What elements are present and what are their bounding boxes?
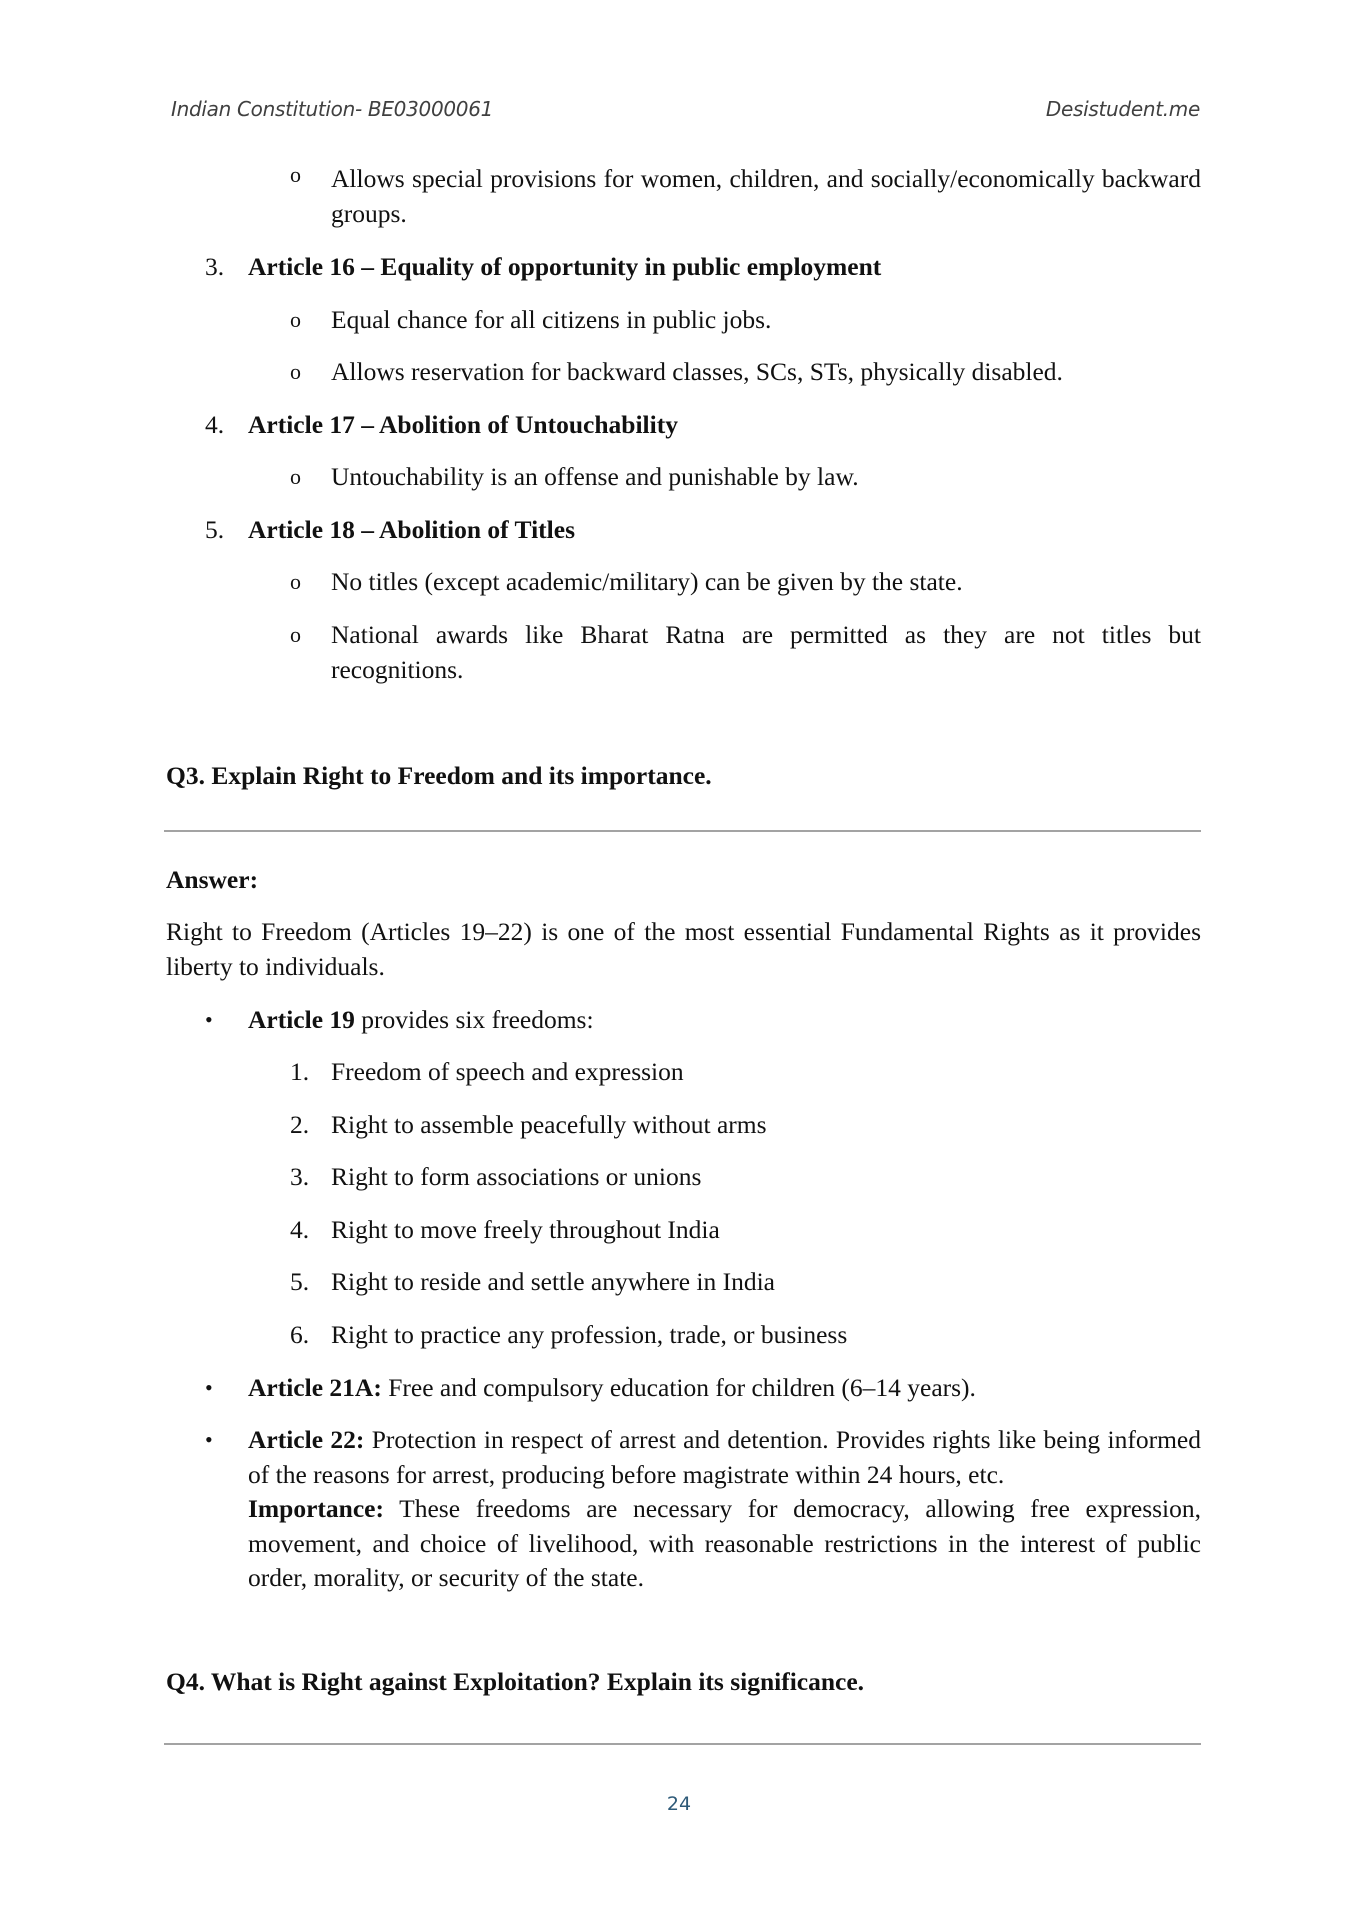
header-site-name: Desistudent.me — [1045, 97, 1200, 121]
answer-label: Answer: — [166, 865, 259, 894]
page-number: 24 — [666, 1793, 692, 1815]
freedom-item: Right to move freely throughout India — [331, 1215, 720, 1244]
list-item: Allows reservation for backward classes, SCs, STs, physically disabled. — [331, 357, 1063, 386]
freedom-item: Right to assemble peacefully without arms — [331, 1110, 767, 1139]
list-number: 5. — [290, 1267, 310, 1296]
list-item: Article 22: Protection in respect of arrest and detention. Provides rights like being informed of the reasons for arrest, producing before magistrate within 24 hours, etc. Importance: These freedoms are necessary for democracy, allowing free expression, movement, and choice of livelihood, with reasonable restrictions in the interest of public order, morality, or security of the state. — [248, 1425, 1201, 1592]
header-course-title: Indian Constitution- BE03000061 — [171, 97, 494, 121]
list-item: Article 19 provides six freedoms: — [248, 1005, 594, 1034]
list-number: 4. — [205, 410, 225, 439]
list-item: Equal chance for all citizens in public jobs. — [331, 305, 772, 334]
article-label: Article 19 — [248, 1005, 355, 1034]
section-divider — [164, 830, 1201, 832]
circle-bullet-icon: o — [290, 569, 301, 594]
article-heading: Article 17 – Abolition of Untouchability — [248, 410, 678, 439]
circle-bullet-icon: o — [290, 359, 301, 384]
question-heading: Q3. Explain Right to Freedom and its importance. — [166, 761, 712, 790]
article-label: Article 21A: — [248, 1373, 382, 1402]
article-label: Article 22: — [248, 1425, 365, 1454]
list-number: 6. — [290, 1320, 310, 1349]
section-divider — [164, 1743, 1201, 1745]
importance-label: Importance: — [248, 1494, 384, 1523]
question-heading: Q4. What is Right against Exploitation? Explain its significance. — [166, 1667, 865, 1696]
list-number: 3. — [290, 1162, 310, 1191]
circle-bullet-icon: o — [290, 162, 301, 187]
list-number: 3. — [205, 252, 225, 281]
freedom-item: Right to practice any profession, trade, or business — [331, 1320, 848, 1349]
list-item: National awards like Bharat Ratna are permitted as they are not titles but recognitions. — [331, 620, 1201, 684]
list-item: Allows special provisions for women, children, and socially/economically backward groups. — [331, 164, 1201, 228]
article-heading: Article 16 – Equality of opportunity in public employment — [248, 252, 882, 281]
freedom-item: Freedom of speech and expression — [331, 1057, 684, 1086]
answer-intro: Right to Freedom (Articles 19–22) is one of the most essential Fundamental Rights as it provides liberty to individuals. — [166, 917, 1201, 981]
list-item: Article 21A: Free and compulsory education for children (6–14 years). — [248, 1373, 976, 1402]
bullet-icon: • — [205, 1007, 213, 1032]
circle-bullet-icon: o — [290, 622, 301, 647]
freedom-item: Right to form associations or unions — [331, 1162, 702, 1191]
list-number: 1. — [290, 1057, 310, 1086]
list-item: No titles (except academic/military) can be given by the state. — [331, 567, 963, 596]
list-number: 5. — [205, 515, 225, 544]
circle-bullet-icon: o — [290, 307, 301, 332]
list-item: Untouchability is an offense and punishable by law. — [331, 462, 859, 491]
circle-bullet-icon: o — [290, 464, 301, 489]
article-heading: Article 18 – Abolition of Titles — [248, 515, 576, 544]
bullet-icon: • — [205, 1375, 213, 1400]
bullet-icon: • — [205, 1427, 213, 1452]
list-number: 4. — [290, 1215, 310, 1244]
freedom-item: Right to reside and settle anywhere in India — [331, 1267, 775, 1296]
list-number: 2. — [290, 1110, 310, 1139]
